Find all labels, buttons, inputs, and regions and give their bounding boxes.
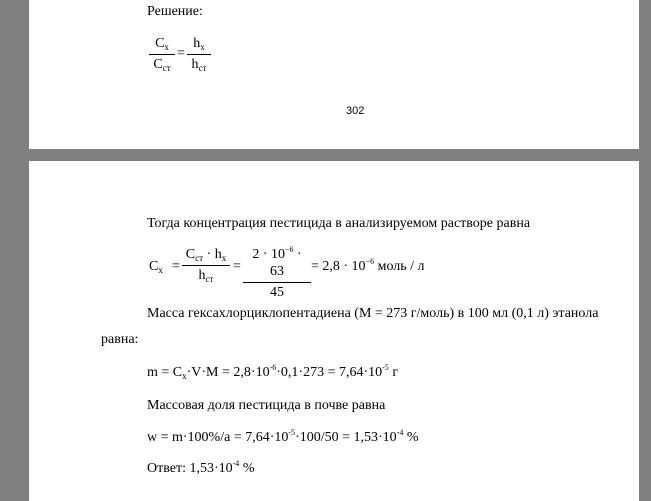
mass-text-line2: равна: [101, 332, 139, 347]
w-calculation: $w = m\cdot 100\%/a = 7,64\cdot 10^{-5}\cdot 100/50 = 1,53\cdot 10^{-4}$ % [147, 428, 419, 445]
page-303 [29, 161, 639, 501]
conc-equals-1: = [172, 259, 180, 274]
conc-result: = $2,8 \cdot 10^{-6}$ моль / л [311, 257, 425, 274]
conc-fraction-1: $C_{ст} \cdot h_x$ $h_{ст}$ [182, 247, 230, 284]
ratio-equals: = [177, 46, 185, 61]
mass-text-line1: Масса гексахлорциклопентадиена (M = 273 г/моль) в 100 мл (0,1 л) этанола [147, 306, 599, 321]
page-number: 302 [346, 105, 365, 117]
ratio-left-fraction: $C_x$ $C_{ст}$ [149, 36, 175, 73]
conc-lhs: $C_x$ [149, 259, 163, 275]
solution-heading: Решение: [147, 4, 203, 19]
conc-fraction-2: $2 \cdot 10^{-6} \cdot 63$ 45 [243, 247, 311, 301]
page-302 [29, 0, 639, 149]
intro-text: Тогда концентрация пестицида в анализируемом растворе равна [147, 216, 531, 231]
answer: Ответ: $1,53\cdot 10^{-4}$ % [147, 459, 255, 476]
conc-equals-2: = [233, 259, 241, 274]
ratio-right-fraction: $h_x$ $h_{ст}$ [187, 36, 211, 73]
fraction-text: Массовая доля пестицида в почве равна [147, 398, 386, 413]
mass-calculation: $m = C_x\cdot V\cdot M = 2,8\cdot 10^{-6}\cdot 0,1\cdot 273 = 7,64\cdot 10^{-5}$ г [147, 363, 399, 381]
